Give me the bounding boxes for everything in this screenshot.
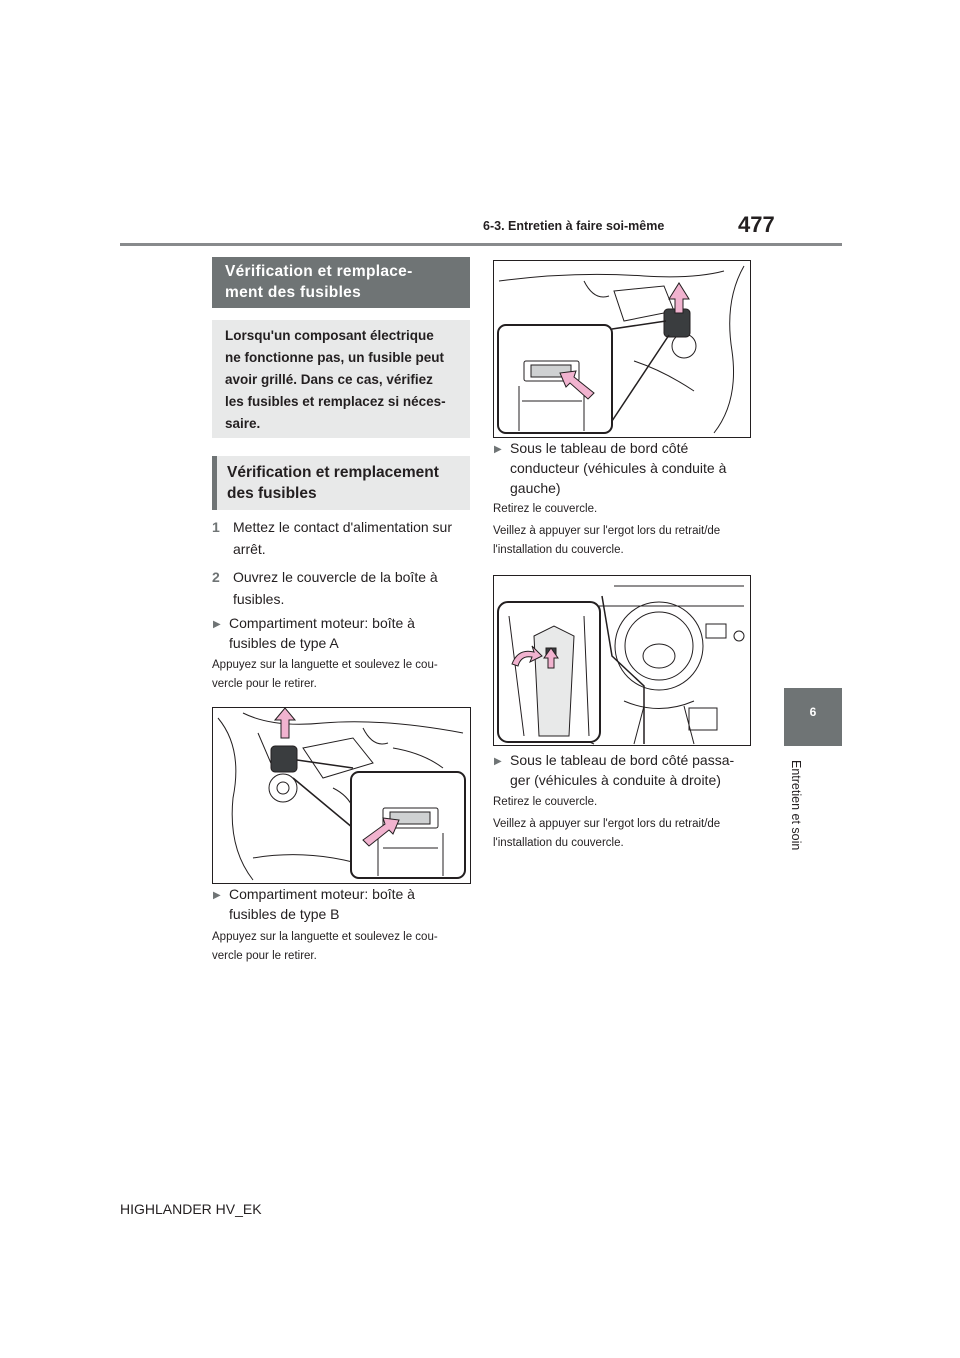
item-desc: l'installation du couvercle. [493,544,624,556]
item-title: Compartiment moteur: boîte à [229,615,415,631]
section-title-line: Vérification et remplace- [225,263,413,280]
item-desc: Retirez le couvercle. [493,503,598,515]
section-heading: 6-3. Entretien à faire soi-même [483,219,665,233]
bullet-triangle-icon: ▶ [494,756,502,767]
intro-box [212,320,470,438]
dashboard-drawing [494,576,750,745]
chapter-label-text: Entretien et soin [789,760,803,851]
item-title: gauche) [510,480,561,496]
item-desc: vercle pour le retirer. [212,678,317,690]
step-text: fusibles. [233,591,285,607]
intro-line: avoir grillé. Dans ce cas, vérifiez [225,372,433,387]
bullet-triangle-icon: ▶ [494,444,502,455]
model-footer: HIGHLANDER HV_EK [120,1201,262,1217]
item-title: Compartiment moteur: boîte à [229,886,415,902]
item-title: ger (véhicules à conduite à droite) [510,772,721,788]
page-number: 477 [738,212,775,237]
item-desc: Veillez à appuyer sur l'ergot lors du retrait/de [493,818,721,830]
engine-bay-drawing [213,708,470,883]
section-title-line: ment des fusibles [225,284,362,301]
step-number: 2 [212,569,220,585]
item-desc: vercle pour le retirer. [212,950,317,962]
item-desc: Veillez à appuyer sur l'ergot lors du retrait/de [493,525,721,537]
bullet-triangle-icon: ▶ [213,619,221,630]
engine-bay-drawing [494,261,750,437]
step-number: 1 [212,519,220,535]
item-title: fusibles de type A [229,635,339,651]
chapter-tab: 6 [784,688,842,746]
step-text: arrêt. [233,541,266,557]
item-title: conducteur (véhicules à conduite à [510,460,727,476]
section-title-box [212,257,470,308]
intro-line: saire. [225,416,261,431]
intro-line: Lorsqu'un composant électrique [225,328,434,343]
engine-fuse-box-a-illustration [212,707,471,884]
subsection-title-box [212,456,470,510]
step-text: Ouvrez le couvercle de la boîte à [233,569,438,585]
item-title: Sous le tableau de bord côté passa- [510,752,735,768]
subsection-title-line: des fusibles [227,485,317,502]
item-desc: Retirez le couvercle. [493,796,598,808]
item-title: Sous le tableau de bord côté [510,440,689,456]
bullet-triangle-icon: ▶ [213,890,221,901]
item-desc: Appuyez sur la languette et soulevez le cou- [212,659,438,671]
intro-line: les fusibles et remplacez si néces- [225,394,446,409]
item-title: fusibles de type B [229,906,340,922]
header-divider [120,243,842,246]
dashboard-fuse-box-illustration [493,575,751,746]
step-text: Mettez le contact d'alimentation sur [233,519,453,535]
item-desc: Appuyez sur la languette et soulevez le cou- [212,931,438,943]
subsection-title-line: Vérification et remplacement [227,464,439,481]
item-desc: l'installation du couvercle. [493,837,624,849]
engine-fuse-box-b-illustration [493,260,751,438]
intro-line: ne fonctionne pas, un fusible peut [225,350,445,365]
chapter-label [785,760,805,860]
